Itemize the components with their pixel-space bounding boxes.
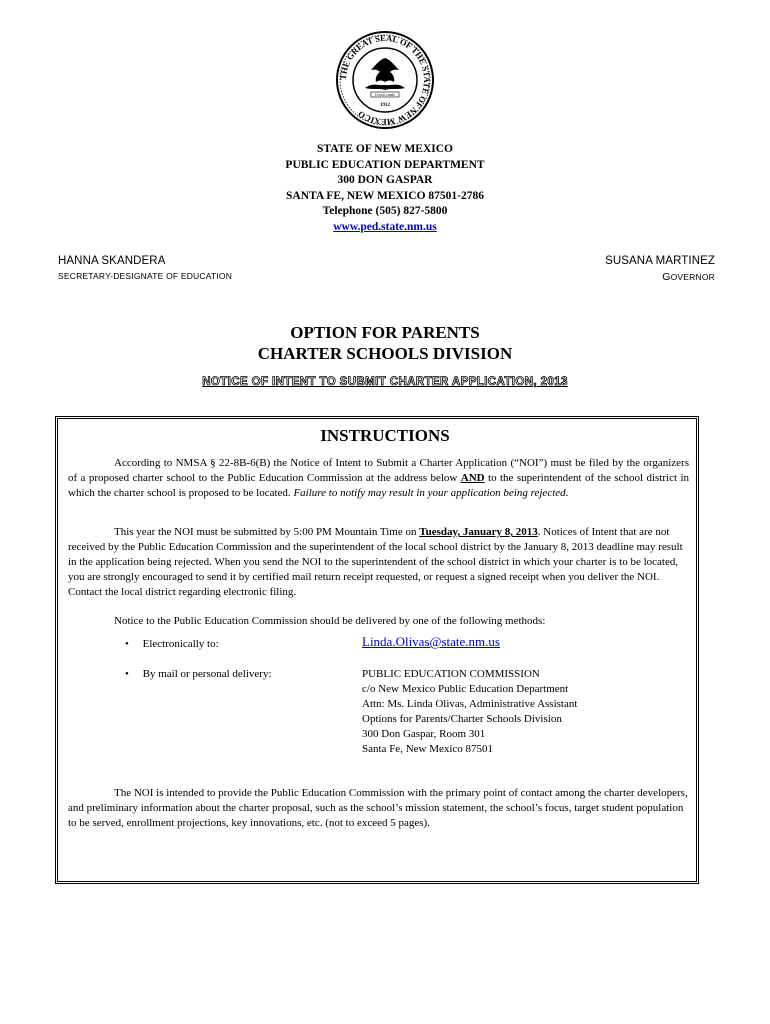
governor-name: SUSANA MARTINEZ [605, 255, 715, 267]
svg-text:THE GREAT SEAL OF THE STATE OF: THE GREAT SEAL OF THE STATE OF NEW MEXICO [337, 32, 433, 128]
division-heading [0, 322, 770, 364]
instructions-title: INSTRUCTIONS [320, 426, 450, 445]
address-line: Options for Parents/Charter Schools Division [362, 713, 562, 725]
svg-text:1912: 1912 [380, 103, 390, 108]
state-name: STATE OF NEW MEXICO [317, 143, 453, 155]
paragraph-nmsa: According to NMSA § 22-8B-6(B) the Notice of Intent to Submit a Charter Application (“NOI”) must be filed by the organizers of a proposed charter school to the Public Education Commission at the address below AND to the superintendent of the school district in which the charter school is proposed to be located. Failure to notify may result in your application being rejected. [68, 457, 689, 499]
governor-title: GOVERNOR [662, 271, 715, 283]
letterhead [0, 142, 770, 235]
website-link[interactable]: www.ped.state.nm.us [333, 220, 437, 233]
email-link[interactable]: Linda.Olivas@state.nm.us [362, 634, 500, 649]
secretary-name: HANNA SKANDERA [58, 255, 166, 267]
address-line: 300 Don Gaspar, Room 301 [362, 728, 486, 740]
bullet-icon: • [125, 638, 129, 650]
address-line: c/o New Mexico Public Education Department [362, 683, 569, 695]
paragraph-delivery-methods: Notice to the Public Education Commission should be delivered by one of the following methods: [114, 615, 546, 627]
paragraph-noi-purpose: The NOI is intended to provide the Public Education Commission with the primary point of contact among the charter developers, and preliminary information about the charter proposal, such as the school’s mission statement, the school’s focus, target student population to be served, enrollment projections, key innovations, etc. (not to exceed 5 pages). [68, 787, 688, 829]
address-line: Attn: Ms. Linda Olivas, Administrative Assistant [362, 698, 578, 710]
department-name: PUBLIC EDUCATION DEPARTMENT [285, 158, 485, 171]
notice-title: NOTICE OF INTENT TO SUBMIT CHARTER APPLICATION, 2013 [202, 376, 568, 388]
paragraph-deadline: This year the NOI must be submitted by 5:00 PM Mountain Time on Tuesday, January 8, 2013. Notices of Intent that are not received by the Public Education Commission and the superintendent of the local school district by the January 8, 2013 deadline may result in the application being rejected. When you send the NOI to the superintendent of the school district in which your charter is to be located, you are strongly encouraged to send it by certified mail return receipt requested, or request a signed receipt when you deliver the NOI. Contact the local district regarding electronic filing. [68, 526, 683, 598]
address-line: PUBLIC EDUCATION COMMISSION [362, 668, 540, 680]
bullet-icon: • [125, 668, 129, 680]
telephone: Telephone (505) 827-5800 [322, 205, 448, 217]
heading-line-1: OPTION FOR PARENTS [290, 323, 480, 342]
street-address: 300 DON GASPAR [337, 174, 433, 186]
governor-block [605, 255, 715, 283]
secretary-block [58, 255, 232, 281]
svg-text:Crescit eundo: Crescit eundo [375, 93, 395, 97]
heading-line-2: CHARTER SCHOOLS DIVISION [257, 344, 513, 363]
method-mail [125, 667, 272, 682]
method-mail-label: By mail or personal delivery: [142, 668, 272, 680]
address-line: Santa Fe, New Mexico 87501 [362, 743, 494, 755]
method-electronic-label: Electronically to: [142, 638, 219, 650]
state-seal-logo [335, 30, 435, 130]
city-address: SANTA FE, NEW MEXICO 87501-2786 [286, 189, 484, 202]
method-electronic [125, 637, 219, 652]
mailing-address [362, 667, 577, 757]
secretary-title: SECRETARY-DESIGNATE OF EDUCATION [58, 271, 233, 281]
